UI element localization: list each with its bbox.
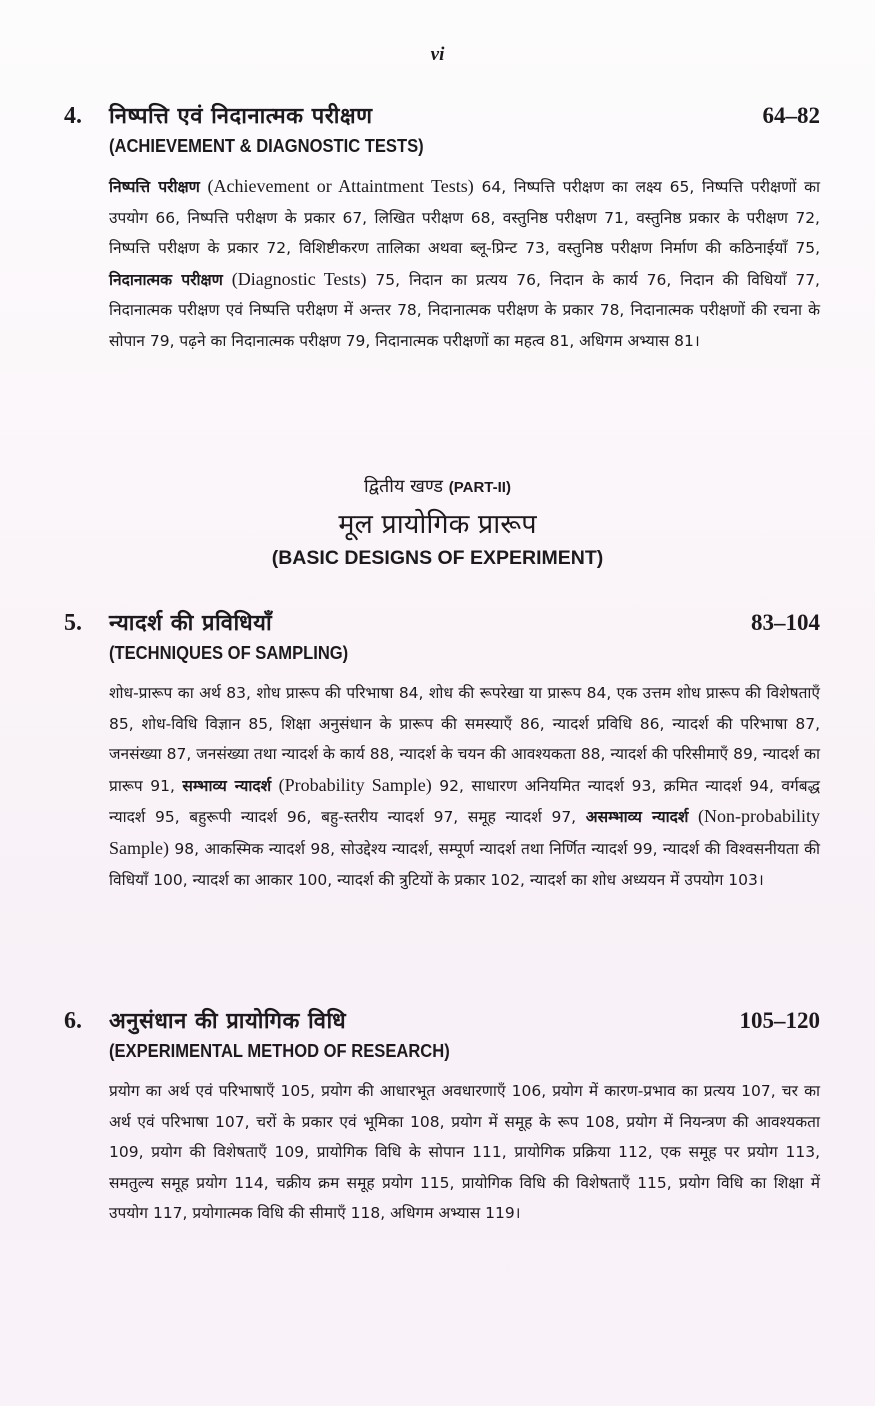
chapter-page-range: 64–82 — [762, 103, 820, 128]
page-number: vi — [430, 44, 445, 65]
chapter-number: 5. — [64, 610, 82, 636]
part-heading — [0, 474, 875, 570]
topic-text: (Diagnostic Tests) — [231, 268, 367, 289]
chapter-6 — [64, 1005, 820, 1229]
topic-text: 98, आकस्मिक न्यादर्श 98, सोउद्देश्य न्यादर्श, सम्पूर्ण न्यादर्श तथा निर्णित न्यादर्श 99, न्यादर्श की विश्वसनीयता की विधियाँ 100, न्यादर्श का आकार 100, न्यादर्श की त्रुटियों के प्रकार 102, न्यादर्श का शोध अध्ययन में उपयोग 103। — [109, 839, 820, 889]
part-label — [0, 474, 875, 498]
chapter-title-hindi: निष्पत्ति एवं निदानात्मक परीक्षण — [109, 104, 373, 129]
chapter-heading — [64, 100, 820, 130]
topic-text: (Non-probability Sample) — [109, 806, 820, 858]
topic-text: प्रयोग का अर्थ एवं परिभाषाएँ 105, प्रयोग की आधारभूत अवधारणाएँ 106, प्रयोग में कारण-प्रभाव का प्रत्यय 107, चर का अर्थ एवं परिभाषा 107, चरों के प्रकार एवं भूमिका 108, प्रयोग में समूह के रूप 108, प्रयोग में नियन्त्रण की आवश्यकता 109, प्रयोग की विशेषताएँ 109, प्रायोगिक विधि के सोपान 111, प्रायोगिक प्रक्रिया 112, एक समूह पर प्रयोग 113, समतुल्य समूह प्रयोग 114, चक्रीय क्रम समूह प्रयोग 115, प्रायोगिक विधि की विशेषताएँ 115, प्रयोग विधि का शिक्षा में उपयोग 117, प्रयोगात्मक विधि की सीमाएँ 118, अधिगम अभ्यास 119। — [109, 1082, 820, 1223]
chapter-5 — [64, 607, 820, 895]
topic-text: शोध-प्रारूप का अर्थ 83, शोध प्रारूप की परिभाषा 84, शोध की रूपरेखा या प्रारूप 84, एक उत्तम शोध प्रारूप की विशेषताएँ 85, शोध-विधि विज्ञान 85, शिक्षा अनुसंधान के प्रारूप की समस्याएँ 86, न्यादर्श प्रविधि 86, न्यादर्श की परिभाषा 87, जनसंख्या 87, जनसंख्या तथा न्यादर्श के कार्य 88, न्यादर्श के चयन की आवश्यकता 88, न्यादर्श की परिसीमाएँ 89, न्यादर्श का प्रारूप 91, — [109, 684, 820, 795]
topic-heading: सम्भाव्य न्यादर्श — [182, 776, 272, 795]
chapter-number: 4. — [64, 103, 82, 129]
topic-text — [688, 808, 698, 826]
chapter-page-range: 83–104 — [751, 610, 820, 635]
part-label-hindi: द्वितीय खण्ड — [364, 476, 444, 497]
chapter-title-hindi: न्यादर्श की प्रविधियाँ — [109, 611, 273, 636]
chapter-title-english: (ACHIEVEMENT & DIAGNOSTIC TESTS) — [109, 136, 424, 156]
topic-heading: निष्पत्ति परीक्षण — [109, 178, 200, 196]
topic-heading: असम्भाव्य न्यादर्श — [585, 808, 689, 827]
chapter-title-english: (TECHNIQUES OF SAMPLING) — [109, 643, 349, 663]
topic-text — [223, 271, 232, 289]
topic-heading: निदानात्मक परीक्षण — [109, 270, 223, 289]
chapter-title-english: (EXPERIMENTAL METHOD OF RESEARCH) — [109, 1041, 450, 1061]
topic-text: 92, साधारण अनियमित न्यादर्श 93, क्रमित न्यादर्श 94, वर्गबद्ध न्यादर्श 95, बहुरूपी न्यादर्श 96, बहु-स्तरीय न्यादर्श 97, समूह न्यादर्श 97, — [109, 776, 820, 827]
topic-text: 64, निष्पत्ति परीक्षण का लक्ष्य 65, निष्पत्ति परीक्षणों का उपयोग 66, निष्पत्ति परीक्षण के प्रकार 67, लिखित परीक्षण 68, वस्तुनिष्ठ परीक्षण 71, वस्तुनिष्ठ प्रकार के परीक्षण 72, निष्पत्ति परीक्षण के प्रकार 72, विशिष्टीकरण तालिका अथवा ब्लू-प्रिन्ट 73, वस्तुनिष्ठ परीक्षण निर्माण की कठिनाईयाँ 75, — [109, 178, 820, 258]
topic-text — [200, 178, 208, 196]
chapter-contents — [109, 171, 820, 357]
chapter-number: 6. — [64, 1008, 82, 1034]
chapter-title-hindi: अनुसंधान की प्रायोगिक विधि — [109, 1009, 347, 1034]
topic-text: (Achievement or Attaintment Tests) — [207, 176, 474, 196]
part-title-hindi: मूल प्रायोगिक प्रारूप — [338, 509, 537, 540]
topic-text: 75, निदान का प्रत्यय 76, निदान के कार्य 76, निदान की विधियाँ 77, निदानात्मक परीक्षण एवं निष्पत्ति परीक्षण में अन्तर 78, निदानात्मक परीक्षण के प्रकार 78, निदानात्मक परीक्षणों की रचना के सोपान 79, पढ़ने का निदानात्मक परीक्षण 79, निदानात्मक परीक्षणों का महत्व 81, अधिगम अभ्यास 81। — [109, 270, 820, 350]
chapter-heading — [64, 1005, 820, 1035]
chapter-contents — [109, 1076, 820, 1229]
chapter-4 — [64, 100, 820, 357]
topic-text: (Probability Sample) — [278, 774, 432, 795]
chapter-contents — [109, 678, 820, 895]
chapter-page-range: 105–120 — [739, 1008, 820, 1033]
chapter-heading — [64, 607, 820, 637]
topic-text — [271, 777, 279, 795]
part-title-english: (BASIC DESIGNS OF EXPERIMENT) — [271, 547, 604, 569]
part-label-english: (PART-II) — [448, 479, 511, 496]
